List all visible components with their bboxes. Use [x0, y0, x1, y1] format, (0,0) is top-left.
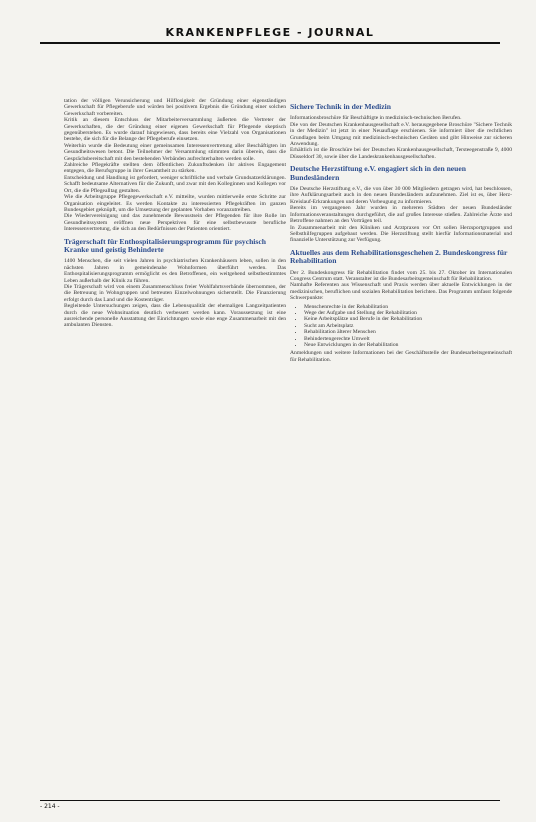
journal-title: KRANKENPFLEGE - JOURNAL: [165, 26, 375, 39]
paragraph: Namhafte Referenten aus Wissenschaft und Praxis werden über aktuelle Entwicklungen in der medizinischen, beruflichen und sozialen Rehabilitation berichten. Das Programm umfasst folgende Schwerpunkte:: [290, 282, 512, 302]
list-item: • Rehabilitation älterer Menschen: [304, 329, 512, 335]
section-heading: Aktuelles aus dem Rehabilitationsgeschehen 2. Bundeskongress für Rehabilitation: [290, 247, 508, 266]
paragraph: Weiterhin wurde die Bedeutung einer gemeinsamen Interessenvertretung aller Beschäftigten im Gesundheitswesen betont. Die Teilnehmer der Versammlung stimmten darin überein, dass die Gesprächsbereitschaft mit den bestehenden Verbänden aufrechterhalten werden solle.: [64, 142, 286, 162]
journal-header: [40, 26, 500, 44]
page-number: - 214 -: [40, 803, 60, 810]
paragraph: Die von der Deutschen Krankenhausgesellschaft e.V. herausgegebene Broschüre "Sichere Technik in der Medizin" ist jetzt in einer Neuauflage erschienen. Sie informiert über die rechtlichen Grundlagen beim Umgang mit medizinisch-technischen Geräten und gibt Hinweise zur sicheren Anwendung.: [290, 121, 512, 148]
paragraph: Begleitende Untersuchungen zeigen, dass die Lebensqualität der ehemaligen Langzeitpatienten durch die neue Wohnsituation deutlich verbessert werden kann. Voraussetzung ist eine ausreichende personelle Ausstattung der Einrichtungen sowie eine enge Zusammenarbeit mit den ambulanten Diensten.: [64, 303, 286, 329]
left-column: [64, 98, 286, 788]
right-column: [290, 98, 512, 788]
list-item: • Behindertengerechte Umwelt: [304, 336, 512, 342]
paragraph: Entscheidung und Handlung ist gefordert, weniger schriftliche und verbale Grundsatzerklärungen. Schafft bedeutsame Alternativen für die Zukunft, und zwar mit den Kolleginnen und Kollegen vor Ort, die die Pflegealltag gestalten.: [64, 174, 286, 194]
section-heading: Trägerschaft für Enthospitalisierungsprogramm für psychisch Kranke und geistig Behinderte: [64, 236, 266, 254]
section-heading: Sichere Technik in der Medizin: [290, 102, 391, 111]
paragraph: Wie die Arbeitsgruppe Pflegegewerkschaft e.V. mitteilte, wurden mittlerweile erste Schritte zur Organisation eingeleitet. Es werden Kontakte zu interessierten Pflegekräften im ganzen Bundesgebiet geknüpft, um die Umsetzung der geplanten Vorhaben voranzutreiben.: [64, 194, 286, 213]
paragraph: Der 2. Bundeskongress für Rehabilitation findet vom 25. bis 27. Oktober im Internationalen Congress Centrum statt. Veranstalter ist die Bundesarbeitsgemeinschaft für Rehabilitation.: [290, 269, 512, 282]
paragraph: Die Deutsche Herzstiftung e.V., die von über 30 000 Mitgliedern getragen wird, hat beschlossen, ihre Aufklärungsarbeit auch in den neuen Bundesländern aufzunehmen. Ziel ist es, über Herz-Kreislauf-Erkrankungen und deren Vorbeugung zu informieren.: [290, 186, 512, 205]
topic-list: [290, 304, 512, 349]
page-footer: [40, 800, 500, 810]
paragraph: Bereits im vergangenen Jahr wurden in mehreren Städten der neuen Bundesländer Informationsveranstaltungen durchgeführt, die auf großes Interesse stießen. Zahlreiche Ärzte und Betroffene nahmen an den Vorträgen teil.: [290, 205, 512, 225]
paragraph: Informationsbroschüre für Beschäftigte in medizinisch-technischen Berufen.: [290, 115, 462, 122]
paragraph: Anmeldungen und weitere Informationen bei der Geschäftsstelle der Bundesarbeitsgemeinschaft für Rehabilitation.: [290, 350, 512, 363]
list-item: • Menschenrechte in der Rehabilitation: [304, 304, 512, 310]
paragraph: tation der völligen Verunsicherung und Hilflosigkeit der Gründung einer eigenständigen Gewerkschaft für Pflegeberufe und würden bei positivem Ergebnis die Gründung einer solchen Gewerkschaft vorbereiten.: [64, 98, 286, 117]
paragraph: Die Wiedervereinigung und das zunehmende Bewusstsein der Pflegenden für ihre Rolle im Gesundheitssystem eröffnen neue Perspektiven für eine selbstbewusste berufliche Interessenvertretung, die sich an den Bedürfnissen der Patienten orientiert.: [64, 213, 286, 233]
paragraph: Erhältlich ist die Broschüre bei der Deutschen Krankenhausgesellschaft, Tersteegenstraße 9, 4000 Düsseldorf 30, sowie über die Landeskrankenhausgesellschaften.: [290, 147, 512, 160]
paragraph: Zahlreiche Pflegekräfte stellten dem öffentlichen Zukunftsdenken ihr aktives Engagement entgegen, die Berufsgruppe in ihrer Gesamtheit zu stärken.: [64, 162, 286, 175]
paragraph: Kritik an diesem Entschluss der Mitarbeiterversammlung äußerten die Vertreter der Gewerkschaften, die der Gründung einer eigenen Gewerkschaft für Pflegende skeptisch gegenüberstehen. Es wurde darauf hingewiesen, dass bereits eine Vielzahl von Organisationen bestehe, die sich für die Belange der Pflegeberufe einsetzen.: [64, 117, 286, 143]
section-heading: Deutsche Herzstiftung e.V. engagiert sich in den neuen Bundesländern: [290, 164, 466, 182]
list-item: • Wege der Aufgabe und Stellung der Rehabilitation: [304, 310, 512, 316]
paragraph: Die Trägerschaft wird von einem Zusammenschluss freier Wohlfahrtsverbände übernommen, der die Betreuung in Wohngruppen und betreuten Einzelwohnungen sicherstellt. Die Finanzierung erfolgt durch das Land und die Kostenträger.: [64, 283, 286, 303]
list-item: • Neue Entwicklungen in der Rehabilitation: [304, 342, 512, 348]
list-item: • Keine Arbeitsplätze und Berufe in der Rehabilitation: [304, 316, 512, 322]
paragraph: In Zusammenarbeit mit den Kliniken und Arztpraxen vor Ort sollen Herzsportgruppen und Selbsthilfegruppen aufgebaut werden. Die Herzstiftung stellt hierfür Informationsmaterial und finanzielle Unterstützung zur Verfügung.: [290, 224, 512, 244]
paragraph: 1400 Menschen, die seit vielen Jahren in psychiatrischen Krankenhäusern leben, sollen in den nächsten Jahren in gemeindenahe Wohnformen überführt werden. Das Enthospitalisierungsprogramm ermöglicht es den Betroffenen, ein weitgehend selbstbestimmtes Leben außerhalb der Klinik zu führen.: [64, 258, 286, 284]
list-item: • Sucht am Arbeitsplatz: [304, 323, 512, 329]
